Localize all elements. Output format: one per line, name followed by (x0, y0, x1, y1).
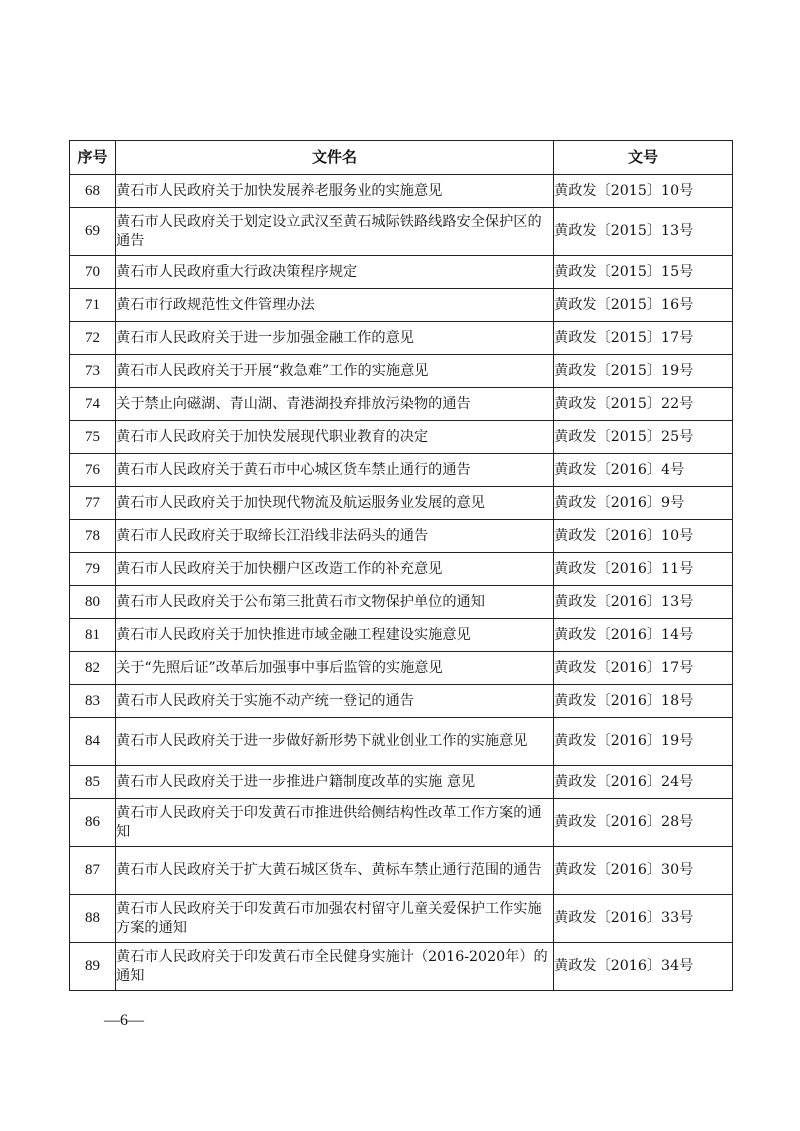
row-doc-number: 黄政发〔2015〕16号 (554, 289, 733, 322)
row-seq: 68 (70, 175, 116, 208)
table-row (70, 454, 733, 487)
row-doc-name: 黄石市人民政府关于扩大黄石城区货车、黄标车禁止通行范围的通告 (116, 847, 554, 895)
table-row (70, 685, 733, 718)
row-seq: 83 (70, 685, 116, 718)
row-seq: 77 (70, 487, 116, 520)
table-row (70, 766, 733, 799)
row-seq: 71 (70, 289, 116, 322)
row-doc-number: 黄政发〔2015〕15号 (554, 256, 733, 289)
table-row (70, 289, 733, 322)
row-doc-name: 黄石市人民政府关于印发黄石市加强农村留守儿童关爱保护工作实施方案的通知 (116, 895, 554, 943)
row-doc-name: 黄石市人民政府重大行政决策程序规定 (116, 256, 554, 289)
row-doc-number: 黄政发〔2016〕11号 (554, 553, 733, 586)
row-doc-name: 黄石市人民政府关于划定设立武汉至黄石城际铁路线路安全保护区的通告 (116, 208, 554, 256)
row-doc-name: 黄石市人民政府关于印发黄石市全民健身实施计（2016-2020年）的通知 (116, 943, 554, 991)
row-seq: 84 (70, 718, 116, 766)
row-doc-number: 黄政发〔2016〕33号 (554, 895, 733, 943)
row-doc-name: 黄石市人民政府关于黄石市中心城区货车禁止通行的通告 (116, 454, 554, 487)
row-doc-number: 黄政发〔2016〕34号 (554, 943, 733, 991)
row-doc-number: 黄政发〔2016〕17号 (554, 652, 733, 685)
row-doc-number: 黄政发〔2016〕24号 (554, 766, 733, 799)
row-doc-name: 关于禁止向磁湖、青山湖、青港湖投弃排放污染物的通告 (116, 388, 554, 421)
row-doc-number: 黄政发〔2015〕22号 (554, 388, 733, 421)
row-doc-number: 黄政发〔2015〕25号 (554, 421, 733, 454)
row-doc-name: 黄石市人民政府关于公布第三批黄石市文物保护单位的通知 (116, 586, 554, 619)
table-row (70, 847, 733, 895)
row-seq: 88 (70, 895, 116, 943)
row-doc-number: 黄政发〔2016〕10号 (554, 520, 733, 553)
row-doc-number: 黄政发〔2015〕10号 (554, 175, 733, 208)
table-row (70, 718, 733, 766)
row-seq: 80 (70, 586, 116, 619)
row-doc-name: 黄石市人民政府关于取缔长江沿线非法码头的通告 (116, 520, 554, 553)
row-seq: 74 (70, 388, 116, 421)
table-row (70, 421, 733, 454)
document-list-table (69, 140, 733, 991)
row-doc-name: 黄石市人民政府关于进一步加强金融工作的意见 (116, 322, 554, 355)
row-seq: 76 (70, 454, 116, 487)
table-row (70, 799, 733, 847)
table-row (70, 619, 733, 652)
row-seq: 79 (70, 553, 116, 586)
table-row (70, 520, 733, 553)
table-row (70, 256, 733, 289)
row-seq: 81 (70, 619, 116, 652)
table-header-row (70, 141, 733, 175)
row-doc-number: 黄政发〔2016〕30号 (554, 847, 733, 895)
row-doc-name: 黄石市人民政府关于加快发展养老服务业的实施意见 (116, 175, 554, 208)
row-doc-name: 黄石市人民政府关于加快推进市域金融工程建设实施意见 (116, 619, 554, 652)
row-doc-name: 黄石市人民政府关于进一步做好新形势下就业创业工作的实施意见 (116, 718, 554, 766)
page-number: —6— (104, 1012, 144, 1029)
row-seq: 87 (70, 847, 116, 895)
row-doc-number: 黄政发〔2015〕17号 (554, 322, 733, 355)
header-name: 文件名 (116, 141, 554, 175)
row-seq: 86 (70, 799, 116, 847)
table-row (70, 487, 733, 520)
row-doc-name: 黄石市行政规范性文件管理办法 (116, 289, 554, 322)
table-row (70, 208, 733, 256)
row-doc-name: 黄石市人民政府关于加快发展现代职业教育的决定 (116, 421, 554, 454)
table-row (70, 322, 733, 355)
table-row (70, 553, 733, 586)
table-row (70, 586, 733, 619)
row-doc-number: 黄政发〔2016〕19号 (554, 718, 733, 766)
header-seq: 序号 (70, 141, 116, 175)
row-doc-name: 黄石市人民政府关于实施不动产统一登记的通告 (116, 685, 554, 718)
row-seq: 82 (70, 652, 116, 685)
row-doc-name: 黄石市人民政府关于印发黄石市推进供给侧结构性改革工作方案的通知 (116, 799, 554, 847)
row-seq: 70 (70, 256, 116, 289)
table-row (70, 355, 733, 388)
row-seq: 85 (70, 766, 116, 799)
row-doc-name: 黄石市人民政府关于进一步推进户籍制度改革的实施 意见 (116, 766, 554, 799)
row-doc-name: 黄石市人民政府关于加快现代物流及航运服务业发展的意见 (116, 487, 554, 520)
row-seq: 73 (70, 355, 116, 388)
row-doc-number: 黄政发〔2015〕13号 (554, 208, 733, 256)
row-seq: 69 (70, 208, 116, 256)
table-row (70, 895, 733, 943)
row-seq: 75 (70, 421, 116, 454)
table-row (70, 652, 733, 685)
table-row (70, 388, 733, 421)
row-doc-number: 黄政发〔2016〕9号 (554, 487, 733, 520)
row-doc-number: 黄政发〔2016〕4号 (554, 454, 733, 487)
table-row (70, 943, 733, 991)
row-doc-number: 黄政发〔2016〕18号 (554, 685, 733, 718)
table-row (70, 175, 733, 208)
row-doc-number: 黄政发〔2015〕19号 (554, 355, 733, 388)
row-seq: 89 (70, 943, 116, 991)
row-seq: 72 (70, 322, 116, 355)
row-doc-number: 黄政发〔2016〕13号 (554, 586, 733, 619)
row-doc-number: 黄政发〔2016〕14号 (554, 619, 733, 652)
row-doc-name: 黄石市人民政府关于开展“救急难”工作的实施意见 (116, 355, 554, 388)
row-doc-name: 黄石市人民政府关于加快棚户区改造工作的补充意见 (116, 553, 554, 586)
row-doc-number: 黄政发〔2016〕28号 (554, 799, 733, 847)
row-seq: 78 (70, 520, 116, 553)
header-doc-no: 文号 (554, 141, 733, 175)
row-doc-name: 关于“先照后证”改革后加强事中事后监管的实施意见 (116, 652, 554, 685)
